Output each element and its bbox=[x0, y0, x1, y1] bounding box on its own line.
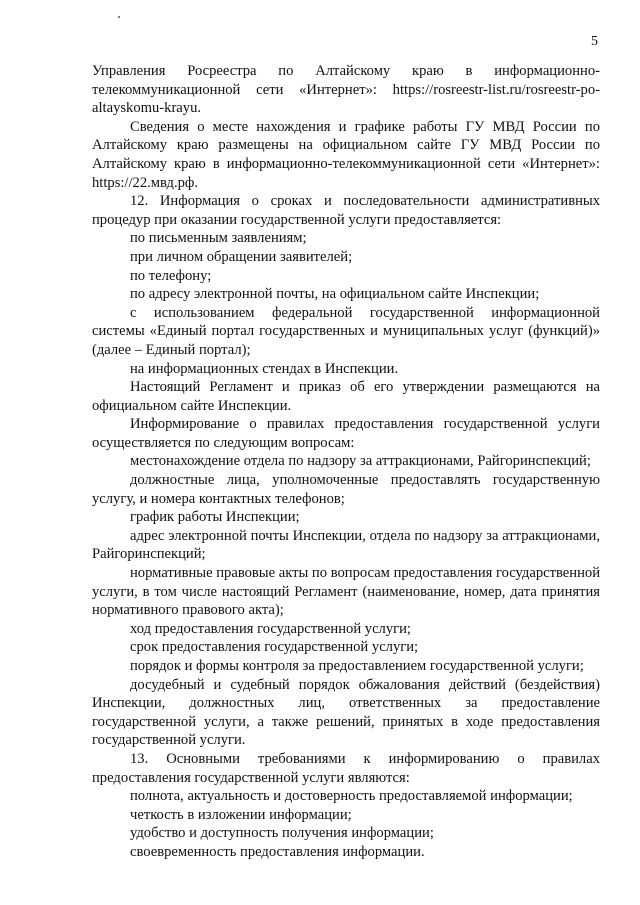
paragraph: на информационных стендах в Инспекции. bbox=[130, 360, 399, 377]
paragraph: полнота, актуальность и достоверность предоставляемой информации; bbox=[130, 788, 573, 805]
paragraph: местонахождение отдела по надзору за аттракционами, Райгоринспекций; bbox=[130, 453, 591, 470]
paragraph: по письменным заявлениям; bbox=[130, 230, 307, 247]
paragraph: с использованием федеральной государственной информационной системы «Единый портал государственных и муниципальных услуг (функций)» (далее – Единый портал); bbox=[92, 304, 600, 358]
paragraph: срок предоставления государственной услуги; bbox=[130, 639, 419, 656]
scan-speck bbox=[118, 16, 120, 18]
paragraph: 12. Информация о сроках и последовательности административных процедур при оказании государственной услуги предоставляется: bbox=[92, 193, 600, 228]
paragraph: ход предоставления государственной услуги; bbox=[130, 620, 411, 637]
paragraph: 13. Основными требованиями к информированию о правилах предоставления государственной услуги являются: bbox=[92, 750, 600, 786]
paragraph: должностные лица, уполномоченные предоставлять государственную услугу, и номера контактных телефонов; bbox=[92, 472, 600, 507]
paragraph: Управления Росреестра по Алтайскому краю в информационно-телекоммуникационной сети «Интернет»: https://rosreestr-list.ru/rosreestr-po-altayskomu-krayu. bbox=[92, 63, 600, 117]
paragraph: адрес электронной почты Инспекции, отдела по надзору за аттракционами, Райгоринспекций; bbox=[92, 527, 600, 563]
paragraph: Сведения о месте нахождения и графике работы ГУ МВД России по Алтайскому краю размещены на официальном сайте ГУ МВД России по Алтайскому краю в информационно-телекоммуникационной сети «Интернет»: https://22.мвд.рф. bbox=[92, 118, 600, 191]
document-body bbox=[92, 62, 600, 862]
paragraph: своевременность предоставления информации. bbox=[130, 843, 425, 860]
paragraph: Информирование о правилах предоставления государственной услуги осуществляется по следующим вопросам: bbox=[92, 416, 600, 451]
page-number: 5 bbox=[591, 34, 598, 49]
paragraph: порядок и формы контроля за предоставлением государственной услуги; bbox=[130, 658, 584, 674]
paragraph: Настоящий Регламент и приказ об его утверждении размещаются на официальном сайте Инспекции. bbox=[92, 379, 600, 414]
paragraph: четкость в изложении информации; bbox=[130, 806, 352, 823]
paragraph: по телефону; bbox=[130, 267, 212, 284]
paragraph: график работы Инспекции; bbox=[130, 509, 300, 526]
paragraph: нормативные правовые акты по вопросам предоставления государственной услуги, в том числе настоящий Регламент (наименование, номер, дата принятия нормативного правового акта); bbox=[92, 565, 600, 619]
paragraph: удобство и доступность получения информации; bbox=[130, 825, 434, 842]
paragraph: по адресу электронной почты, на официальном сайте Инспекции; bbox=[130, 286, 540, 303]
paragraph: досудебный и судебный порядок обжалования действий (бездействия) Инспекции, должностных лиц, ответственных за предоставление государственной услуги, а также решений, принятых в ходе предоставления государственной услуги. bbox=[92, 676, 600, 749]
paragraph: при личном обращении заявителей; bbox=[130, 248, 353, 265]
